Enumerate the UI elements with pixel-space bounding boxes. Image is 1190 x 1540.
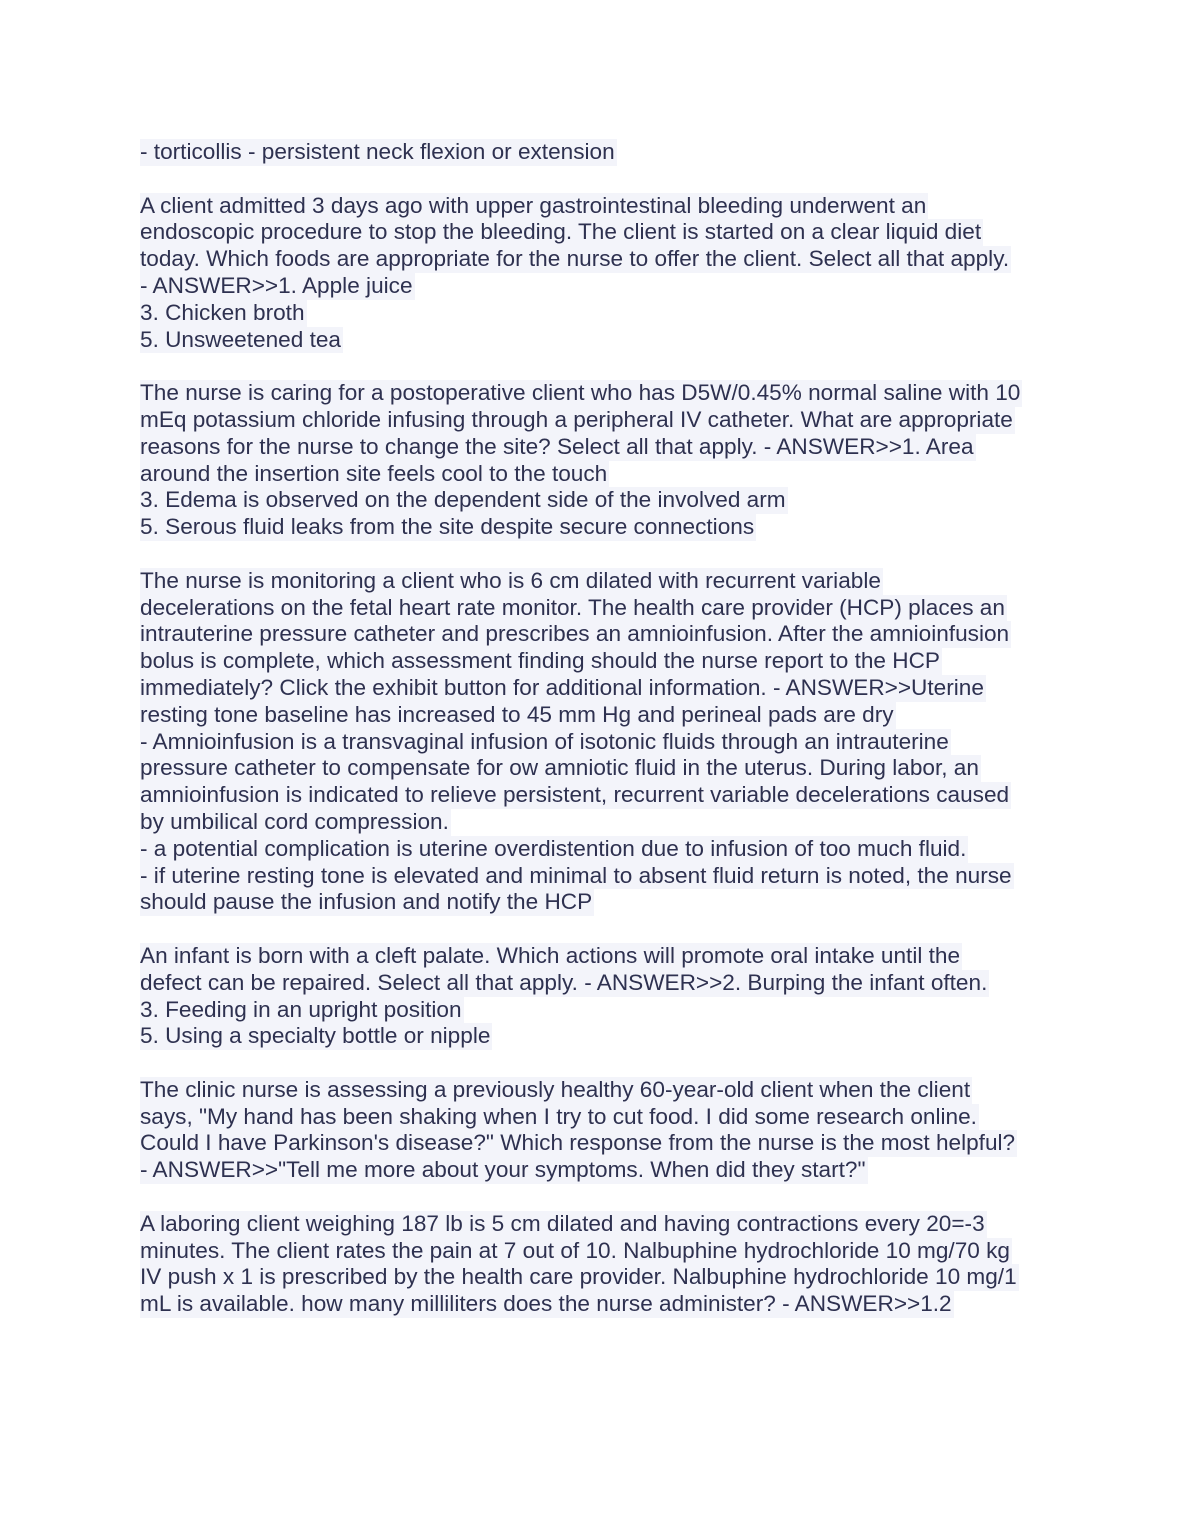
text-line: pressure catheter to compensate for ow amniotic fluid in the uterus. During labor, an [140, 755, 979, 781]
text-line: mL is available. how many milliliters does the nurse administer? - ANSWER>>1.2 [140, 1291, 952, 1317]
text-line: immediately? Click the exhibit button for additional information. - ANSWER>>Uterine [140, 674, 984, 700]
text-line: - Amnioinfusion is a transvaginal infusion of isotonic fluids through an intrauterine [140, 728, 949, 754]
text-line: bolus is complete, which assessment finding should the nurse report to the HCP [140, 648, 940, 674]
text-line: The nurse is monitoring a client who is 6 cm dilated with recurrent variable [140, 567, 881, 593]
text-line: defect can be repaired. Select all that apply. - ANSWER>>2. Burping the infant often. [140, 969, 988, 995]
text-line: amnioinfusion is indicated to relieve persistent, recurrent variable decelerations caused [140, 782, 1010, 808]
text-line: decelerations on the fetal heart rate monitor. The health care provider (HCP) places an [140, 594, 1005, 620]
text-line: should pause the infusion and notify the HCP [140, 889, 593, 915]
text-line: intrauterine pressure catheter and prescribes an amnioinfusion. After the amnioinfusion [140, 621, 1010, 647]
text-line: A client admitted 3 days ago with upper gastrointestinal bleeding underwent an [140, 192, 927, 218]
text-line: A laboring client weighing 187 lb is 5 cm dilated and having contractions every 20=-3 [140, 1210, 985, 1236]
text-line: - torticollis - persistent neck flexion or extension [140, 139, 615, 164]
qa-block [140, 380, 1060, 541]
text-line: 5. Using a specialty bottle or nipple [140, 1023, 491, 1049]
document-page [140, 139, 1060, 1345]
text-line: minutes. The client rates the pain at 7 out of 10. Nalbuphine hydrochloride 10 mg/70 kg [140, 1237, 1010, 1263]
text-line: says, "My hand has been shaking when I try to cut food. I did some research online. [140, 1103, 977, 1129]
text-line: An infant is born with a cleft palate. Which actions will promote oral intake until the [140, 942, 961, 968]
text-line: 3. Edema is observed on the dependent side of the involved arm [140, 487, 786, 513]
text-line: around the insertion site feels cool to the touch [140, 460, 608, 486]
text-line: IV push x 1 is prescribed by the health care provider. Nalbuphine hydrochloride 10 mg/1 [140, 1264, 1017, 1290]
text-line: reasons for the nurse to change the site? Select all that apply. - ANSWER>>1. Area [140, 433, 974, 459]
text-line: mEq potassium chloride infusing through a peripheral IV catheter. What are appropriate [140, 406, 1013, 432]
text-line: endoscopic procedure to stop the bleeding. The client is started on a clear liquid diet [140, 219, 982, 245]
text-line: by umbilical cord compression. [140, 808, 449, 834]
qa-block [140, 568, 1060, 916]
text-line: - if uterine resting tone is elevated and minimal to absent fluid return is noted, the nurse [140, 862, 1012, 888]
text-line: - a potential complication is uterine overdistention due to infusion of too much fluid. [140, 835, 967, 861]
text-line: resting tone baseline has increased to 45 mm Hg and perineal pads are dry [140, 701, 894, 727]
text-line: today. Which foods are appropriate for the nurse to offer the client. Select all that apply. [140, 246, 1010, 272]
text-line: The clinic nurse is assessing a previously healthy 60-year-old client when the client [140, 1076, 971, 1102]
text-line: 5. Serous fluid leaks from the site despite secure connections [140, 514, 755, 540]
qa-block [140, 193, 1060, 354]
text-line: 5. Unsweetened tea [140, 326, 341, 352]
text-line: 3. Feeding in an upright position [140, 996, 462, 1022]
text-line: 3. Chicken broth [140, 299, 305, 325]
qa-block [140, 1211, 1060, 1318]
qa-block [140, 139, 1060, 166]
text-line: - ANSWER>>1. Apple juice [140, 272, 413, 298]
text-line: The nurse is caring for a postoperative client who has D5W/0.45% normal saline with 10 [140, 380, 1021, 406]
qa-block [140, 1077, 1060, 1184]
qa-block [140, 943, 1060, 1050]
text-line: Could I have Parkinson's disease?" Which response from the nurse is the most helpful? [140, 1130, 1016, 1156]
text-line: - ANSWER>>"Tell me more about your symptoms. When did they start?" [140, 1157, 866, 1183]
